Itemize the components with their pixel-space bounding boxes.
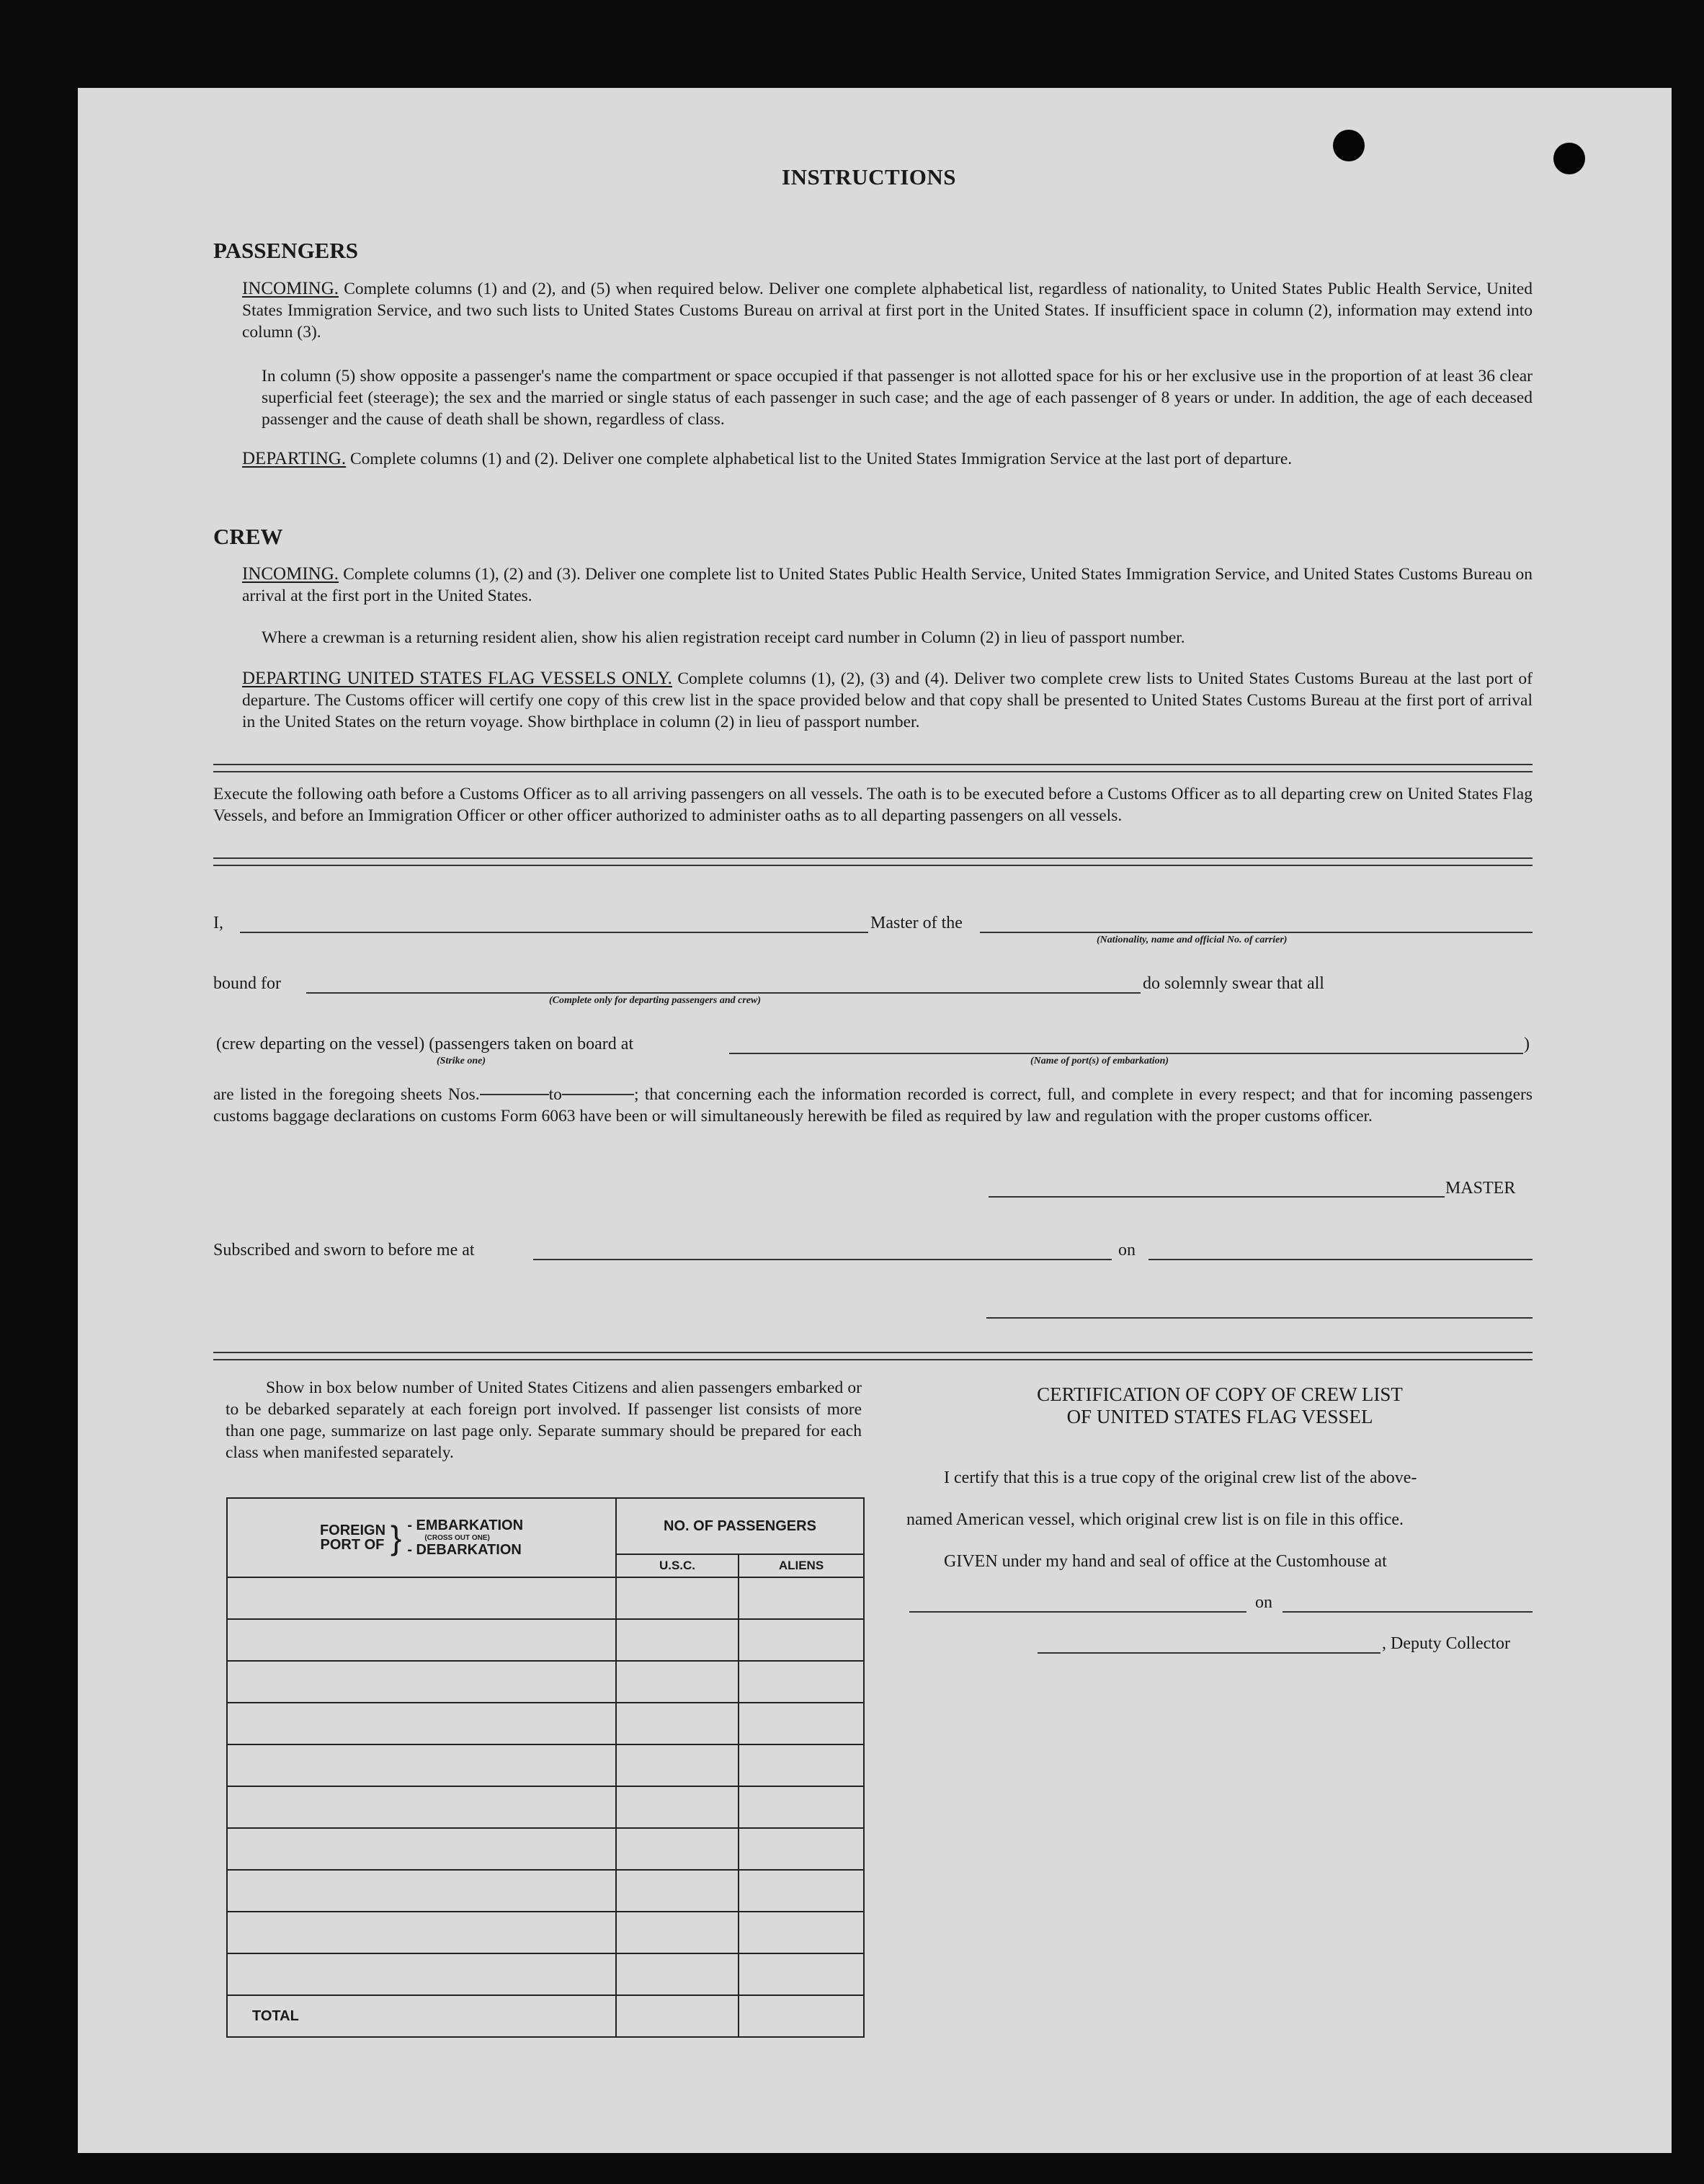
vessel-field[interactable] — [980, 932, 1533, 933]
certification-title-line1: CERTIFICATION OF COPY OF CREW LIST — [1037, 1383, 1403, 1405]
crew-departing-text: Complete columns (1), (2), (3) and (4). Deliver two complete crew lists to United States Customs Bureau at the last port of departure. The Customs officer will certify one copy of this crew list in the space provided below and that copy shall be presented to United States Customs Bureau at the first port of arrival in the United States on the return voyage. Show birthplace in column (2) in lieu of passport number. — [242, 669, 1533, 731]
crew-departing-label: (crew departing on the vessel) (passengers taken on board at — [216, 1035, 634, 1053]
table-row — [227, 1953, 864, 1995]
divider — [213, 1352, 1533, 1360]
summary-instructions: Show in box below number of United States Citizens and alien passengers embarked or to be debarked separately at each foreign port involved. If passenger list consists of more than one page, summarize on last page only. Separate summary should be prepared for each class when manifested separately. — [226, 1378, 862, 1462]
certification-on-label: on — [1255, 1593, 1272, 1612]
certify-line1: I certify that this is a true copy of the original crew list of the above- — [944, 1468, 1417, 1487]
passengers-heading: PASSENGERS — [213, 238, 358, 263]
sheets-text-b: ; that concerning each the information recorded is correct, full, and complete in every respect; and that for incoming passengers customs baggage declarations on customs Form 6063 have been or will simultaneously herewith be filed as required by law and regulation with the proper customs officer. — [213, 1085, 1533, 1126]
certify-line2: named American vessel, which original crew list is on file in this office. — [906, 1510, 1404, 1529]
embarkation-label: - EMBARKATION — [407, 1517, 524, 1533]
foreign-port-of-label: FOREIGN PORT OF — [319, 1523, 386, 1553]
complete-only-caption: (Complete only for departing passengers and crew) — [549, 995, 761, 1006]
incoming-lead: INCOMING. — [242, 279, 339, 298]
strike-one-caption: (Strike one) — [437, 1056, 486, 1066]
i-label: I, — [213, 914, 223, 932]
bound-for-field[interactable] — [306, 992, 1141, 994]
port-header-cell — [227, 1498, 616, 1577]
sheets-paragraph — [213, 1084, 1533, 1127]
deputy-collector-label: , Deputy Collector — [1382, 1634, 1510, 1653]
passengers-column5: In column (5) show opposite a passenger's name the compartment or space occupied if that passenger is not allotted space for his or her exclusive use in the proportion of at least 36 clear superficial feet (steerage); the sex and the married or single status of each passenger in such case; and the age of each passenger of 8 years or under. In addition, the age of each deceased passenger and the cause of death shall be shown, regardless of class. — [262, 367, 1533, 429]
table-row — [227, 1786, 864, 1828]
incoming-text: Complete columns (1) and (2), and (5) when required below. Deliver one complete alphabetical list, regardless of nationality, to United States Public Health Service, United States Immigration Service, and two such lists to United States Customs Bureau on arrival at first port in the United States. If insufficient space in column (2), information may extend into column (3). — [242, 280, 1533, 342]
passengers-departing — [242, 448, 1533, 470]
crew-incoming-lead: INCOMING. — [242, 564, 339, 584]
brace-icon: } — [390, 1519, 402, 1556]
nationality-caption: (Nationality, name and official No. of carrier) — [1097, 935, 1288, 945]
departing-lead: DEPARTING. — [242, 449, 347, 468]
table-row — [227, 1870, 864, 1912]
certification-title-line2: OF UNITED STATES FLAG VESSEL — [1066, 1406, 1373, 1427]
usc-header: U.S.C. — [616, 1554, 739, 1577]
table-row — [227, 1703, 864, 1744]
crew-departing-lead: DEPARTING UNITED STATES FLAG VESSELS ONLY. — [242, 669, 672, 688]
sheet-to-field[interactable] — [562, 1094, 634, 1095]
aliens-header: ALIENS — [739, 1554, 864, 1577]
subscribed-label: Subscribed and sworn to before me at — [213, 1241, 475, 1260]
passengers-incoming — [242, 278, 1533, 343]
sheet-from-field[interactable] — [480, 1094, 549, 1095]
total-label: TOTAL — [252, 2007, 299, 2024]
embarkation-port-field[interactable] — [729, 1053, 1523, 1054]
bound-for-label: bound for — [213, 974, 281, 993]
deputy-signature-field[interactable] — [1038, 1652, 1380, 1654]
sworn-date-field[interactable] — [1148, 1259, 1533, 1260]
given-under-label: GIVEN under my hand and seal of office at the Customhouse at — [944, 1552, 1387, 1571]
table-row — [227, 1661, 864, 1703]
crew-incoming-text: Complete columns (1), (2) and (3). Deliver one complete list to United States Public Health Service, United States Immigration Service, and United States Customs Bureau on arrival at the first port in the United States. — [242, 565, 1533, 605]
table-row — [227, 1577, 864, 1619]
crew-incoming — [242, 563, 1533, 607]
do-solemnly-label: do solemnly swear that all — [1143, 974, 1324, 993]
crew-resident-alien: Where a crewman is a returning resident alien, show his alien registration receipt card number in Column (2) in lieu of passport number. — [262, 628, 1185, 647]
crew-heading: CREW — [213, 524, 283, 549]
page-title: INSTRUCTIONS — [782, 164, 957, 190]
table-row — [227, 1619, 864, 1661]
close-paren: ) — [1524, 1035, 1530, 1053]
certification-date-field[interactable] — [1283, 1611, 1533, 1613]
officer-signature-field[interactable] — [986, 1317, 1533, 1319]
departing-text: Complete columns (1) and (2). Deliver one complete alphabetical list to the United States Immigration Service at the last port of departure. — [350, 450, 1293, 468]
master-name-field[interactable] — [240, 932, 868, 933]
table-row — [227, 1912, 864, 1953]
table-row — [227, 1744, 864, 1786]
sheets-text-a: are listed in the foregoing sheets Nos. — [213, 1085, 480, 1104]
sworn-on-label: on — [1118, 1241, 1136, 1260]
master-signature-field[interactable] — [989, 1196, 1445, 1198]
punch-hole-right — [1553, 143, 1585, 174]
debarkation-label: - DEBARKATION — [407, 1541, 522, 1558]
total-row — [227, 1995, 864, 2037]
cross-out-label: (CROSS OUT ONE) — [424, 1533, 490, 1542]
sheets-to: to — [548, 1085, 562, 1104]
master-label: MASTER — [1445, 1179, 1516, 1198]
divider — [213, 857, 1533, 866]
punch-hole-left — [1333, 130, 1365, 161]
oath-intro: Execute the following oath before a Customs Officer as to all arriving passengers on all vessels. The oath is to be executed before a Customs Officer as to all departing crew on United States Flag Vessels, and before an Immigration Officer or other officer authorized to administer oaths as to all departing passengers on all vessels. — [213, 785, 1533, 825]
customhouse-field[interactable] — [909, 1611, 1246, 1613]
divider — [213, 764, 1533, 772]
passenger-summary-table — [226, 1497, 865, 2038]
port-caption: (Name of port(s) of embarkation) — [1030, 1056, 1169, 1066]
master-of-the-label: Master of the — [870, 914, 963, 932]
no-of-passengers-header: NO. OF PASSENGERS — [616, 1498, 864, 1554]
table-row — [227, 1828, 864, 1870]
crew-departing — [242, 668, 1533, 733]
certification-title — [906, 1383, 1533, 1428]
sworn-at-field[interactable] — [533, 1259, 1112, 1260]
